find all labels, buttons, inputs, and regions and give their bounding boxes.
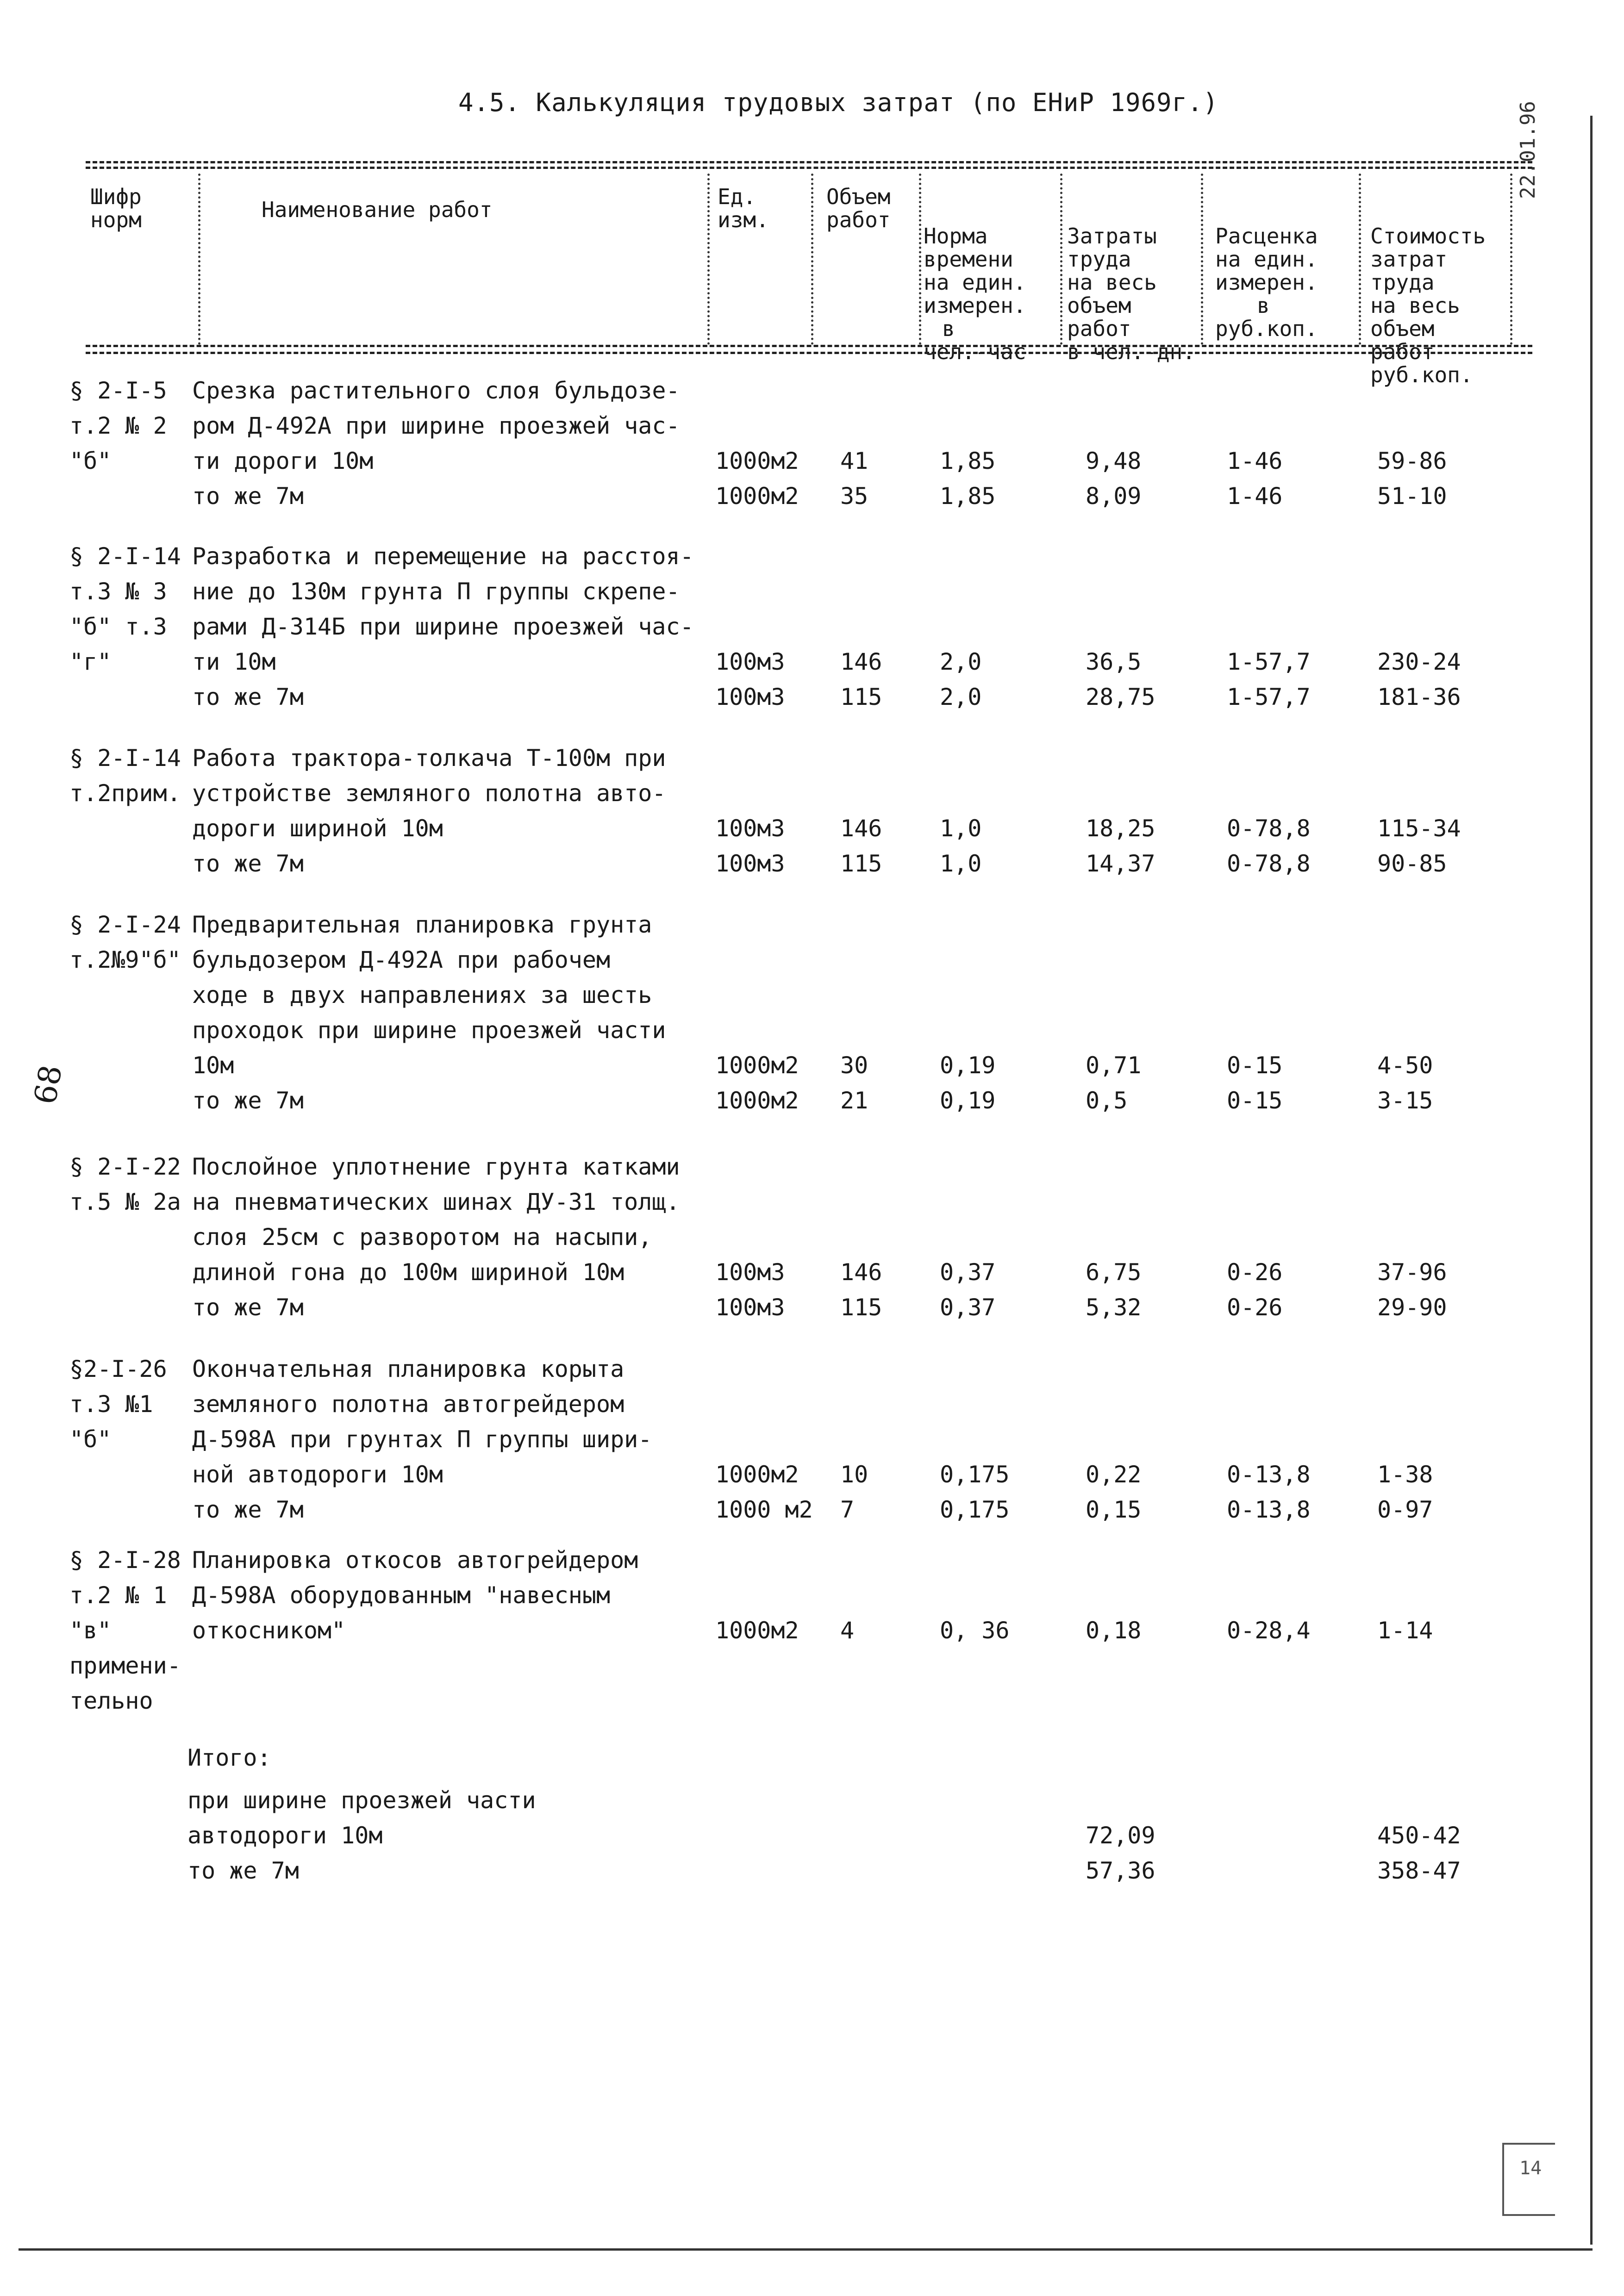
cell-norm: 1,0 xyxy=(940,850,982,877)
norm-code: т.2прим. xyxy=(69,780,181,807)
work-name: бульдозером Д-492А при рабочем xyxy=(192,946,611,973)
totals-label: Итого: xyxy=(187,1744,271,1771)
work-name: Д-598А оборудованным "навесным xyxy=(192,1582,611,1609)
work-name: ром Д-492А при ширине проезжей час- xyxy=(192,412,680,439)
page-title: 4.5. Калькуляция трудовых затрат (по ЕНиР 1969г.) xyxy=(458,88,1219,117)
cell-labor: 28,75 xyxy=(1086,684,1156,710)
header-bottom-rule-2 xyxy=(86,352,1532,354)
work-name: то же 7м xyxy=(192,1496,304,1523)
norm-code: "б" т.3 xyxy=(69,613,167,640)
table-top-rule-2 xyxy=(86,167,1532,169)
cell-volume: 4 xyxy=(840,1617,855,1644)
cell-cost: 37-96 xyxy=(1377,1259,1447,1286)
cell-volume: 115 xyxy=(840,850,882,877)
col-sep xyxy=(198,174,200,345)
norm-code: т.3 № 3 xyxy=(69,578,167,605)
col-sep xyxy=(1201,174,1203,345)
cell-labor: 5,32 xyxy=(1086,1294,1142,1321)
cell-labor: 0,71 xyxy=(1086,1052,1142,1079)
totals-line: автодороги 10м xyxy=(187,1822,383,1849)
work-name: Послойное уплотнение грунта катками xyxy=(192,1153,680,1180)
norm-code: т.3 №1 xyxy=(69,1391,153,1418)
header-volume: Объем работ xyxy=(826,184,891,232)
cell-volume: 146 xyxy=(840,1259,882,1286)
cell-rate: 1-57,7 xyxy=(1227,648,1311,675)
cell-unit: 100м3 xyxy=(715,850,785,877)
totals-labor-10: 72,09 xyxy=(1086,1822,1156,1849)
cell-labor: 8,09 xyxy=(1086,483,1142,510)
cell-rate: 1-46 xyxy=(1227,448,1283,474)
totals-cost-10: 450-42 xyxy=(1377,1822,1461,1849)
cell-unit: 1000м2 xyxy=(715,483,799,510)
col-sep xyxy=(1060,174,1062,345)
cell-norm: 2,0 xyxy=(940,684,982,710)
norm-code: т.2№9"б" xyxy=(69,946,181,973)
cell-rate: 1-46 xyxy=(1227,483,1283,510)
work-name: земляного полотна автогрейдером xyxy=(192,1391,625,1418)
cell-volume: 7 xyxy=(840,1496,855,1523)
work-name: проходок при ширине проезжей части xyxy=(192,1017,666,1044)
col-sep xyxy=(919,174,921,345)
norm-code: § 2-I-14 xyxy=(69,745,181,772)
cell-cost: 1-14 xyxy=(1377,1617,1433,1644)
table-top-rule xyxy=(86,161,1532,163)
norm-code: § 2-I-24 xyxy=(69,911,181,938)
work-name: Предварительная планировка грунта xyxy=(192,911,652,938)
cell-labor: 0,18 xyxy=(1086,1617,1142,1644)
header-unit: Ед. изм. xyxy=(718,184,769,232)
cell-cost: 0-97 xyxy=(1377,1496,1433,1523)
cell-norm: 1,85 xyxy=(940,483,996,510)
norm-code: § 2-I-5 xyxy=(69,377,167,404)
page-mark-box xyxy=(1502,2143,1555,2216)
margin-note: 68 xyxy=(27,1062,69,1107)
work-name: Разработка и перемещение на расстоя- xyxy=(192,543,694,570)
cell-rate: 0-13,8 xyxy=(1227,1461,1311,1488)
cell-cost: 1-38 xyxy=(1377,1461,1433,1488)
totals-labor-7: 57,36 xyxy=(1086,1857,1156,1884)
work-name: Д-598А при грунтах П группы шири- xyxy=(192,1426,652,1453)
col-sep xyxy=(1510,174,1512,345)
totals-line: то же 7м xyxy=(187,1857,299,1884)
norm-code: § 2-I-28 xyxy=(69,1547,181,1574)
cell-labor: 36,5 xyxy=(1086,648,1142,675)
work-name: то же 7м xyxy=(192,1087,304,1114)
cell-cost: 3-15 xyxy=(1377,1087,1433,1114)
cell-rate: 0-78,8 xyxy=(1227,815,1311,842)
cell-norm: 2,0 xyxy=(940,648,982,675)
cell-cost: 51-10 xyxy=(1377,483,1447,510)
header-bottom-rule xyxy=(86,345,1532,347)
cell-labor: 18,25 xyxy=(1086,815,1156,842)
cell-volume: 21 xyxy=(840,1087,868,1114)
cell-cost: 115-34 xyxy=(1377,815,1461,842)
cell-unit: 100м3 xyxy=(715,1294,785,1321)
cell-cost: 230-24 xyxy=(1377,648,1461,675)
cell-rate: 1-57,7 xyxy=(1227,684,1311,710)
cell-norm: 1,85 xyxy=(940,448,996,474)
work-name: рами Д-314Б при ширине проезжей час- xyxy=(192,613,694,640)
cell-volume: 35 xyxy=(840,483,868,510)
norm-code: т.2 № 2 xyxy=(69,412,167,439)
cell-unit: 1000 м2 xyxy=(715,1496,813,1523)
totals-cost-7: 358-47 xyxy=(1377,1857,1461,1884)
cell-labor: 0,5 xyxy=(1086,1087,1128,1114)
work-name: ти дороги 10м xyxy=(192,448,374,474)
cell-labor: 9,48 xyxy=(1086,448,1142,474)
col-sep xyxy=(811,174,813,345)
cell-norm: 0,19 xyxy=(940,1052,996,1079)
cell-rate: 0-13,8 xyxy=(1227,1496,1311,1523)
cell-cost: 181-36 xyxy=(1377,684,1461,710)
cell-unit: 100м3 xyxy=(715,684,785,710)
work-name: Работа трактора-толкача Т-100м при xyxy=(192,745,666,772)
cell-labor: 14,37 xyxy=(1086,850,1156,877)
work-name: устройстве земляного полотна авто- xyxy=(192,780,666,807)
work-name: 10м xyxy=(192,1052,234,1079)
cell-norm: 0, 36 xyxy=(940,1617,1010,1644)
cell-cost: 4-50 xyxy=(1377,1052,1433,1079)
work-name: то же 7м xyxy=(192,1294,304,1321)
cell-unit: 1000м2 xyxy=(715,448,799,474)
totals-line: при ширине проезжей части xyxy=(187,1787,536,1814)
side-stamp: 22.01.96 xyxy=(1516,101,1540,199)
col-sep xyxy=(1359,174,1361,345)
cell-labor: 6,75 xyxy=(1086,1259,1142,1286)
norm-code: "г" xyxy=(69,648,112,675)
cell-volume: 146 xyxy=(840,815,882,842)
cell-volume: 115 xyxy=(840,684,882,710)
work-name: на пневматических шинах ДУ-31 толщ. xyxy=(192,1188,680,1215)
work-name: то же 7м xyxy=(192,684,304,710)
norm-code: §2-I-26 xyxy=(69,1356,167,1382)
work-name: ходе в двух направлениях за шесть xyxy=(192,982,652,1008)
cell-labor: 0,22 xyxy=(1086,1461,1142,1488)
cell-cost: 90-85 xyxy=(1377,850,1447,877)
cell-volume: 146 xyxy=(840,648,882,675)
header-norm: Норма времени на един. измерен. в чел.-час xyxy=(924,224,1026,364)
work-name: Планировка откосов автогрейдером xyxy=(192,1547,638,1574)
cell-rate: 0-26 xyxy=(1227,1259,1283,1286)
norm-code: § 2-I-14 xyxy=(69,543,181,570)
cell-rate: 0-15 xyxy=(1227,1087,1283,1114)
cell-volume: 10 xyxy=(840,1461,868,1488)
cell-rate: 0-26 xyxy=(1227,1294,1283,1321)
cell-norm: 1,0 xyxy=(940,815,982,842)
work-name: дороги шириной 10м xyxy=(192,815,443,842)
page-mark: 14 xyxy=(1519,2158,1542,2179)
cell-norm: 0,175 xyxy=(940,1496,1010,1523)
header-code: Шифр норм xyxy=(90,184,142,232)
work-name: Окончательная планировка корыта xyxy=(192,1356,625,1382)
cell-unit: 100м3 xyxy=(715,815,785,842)
cell-norm: 0,37 xyxy=(940,1294,996,1321)
header-name: Наименование работ xyxy=(262,197,493,222)
work-name: слоя 25см с разворотом на насыпи, xyxy=(192,1224,652,1251)
header-rate: Расценка на един. измерен. в руб.коп. xyxy=(1215,224,1318,341)
norm-code: "б" xyxy=(69,1426,112,1453)
cell-unit: 1000м2 xyxy=(715,1617,799,1644)
cell-labor: 0,15 xyxy=(1086,1496,1142,1523)
cell-rate: 0-15 xyxy=(1227,1052,1283,1079)
right-page-edge xyxy=(1590,116,1593,2245)
cell-rate: 0-28,4 xyxy=(1227,1617,1311,1644)
work-name: откосником" xyxy=(192,1617,346,1644)
cell-norm: 0,37 xyxy=(940,1259,996,1286)
col-sep xyxy=(707,174,710,345)
header-labor: Затраты труда на весь объем работ в чел.-дн. xyxy=(1067,224,1195,364)
cell-rate: 0-78,8 xyxy=(1227,850,1311,877)
norm-code: "б" xyxy=(69,448,112,474)
work-name: то же 7м xyxy=(192,850,304,877)
cell-norm: 0,19 xyxy=(940,1087,996,1114)
work-name: то же 7м xyxy=(192,483,304,510)
cell-volume: 41 xyxy=(840,448,868,474)
cell-cost: 29-90 xyxy=(1377,1294,1447,1321)
norm-code: т.5 № 2а xyxy=(69,1188,181,1215)
norm-code: тельно xyxy=(69,1687,153,1714)
cell-norm: 0,175 xyxy=(940,1461,1010,1488)
header-cost: Стоимость затрат труда на весь объем работ руб.коп. xyxy=(1370,224,1486,387)
cell-unit: 1000м2 xyxy=(715,1087,799,1114)
cell-unit: 1000м2 xyxy=(715,1052,799,1079)
work-name: ние до 130м грунта П группы скрепе- xyxy=(192,578,680,605)
norm-code: § 2-I-22 xyxy=(69,1153,181,1180)
work-name: Срезка растительного слоя бульдозе- xyxy=(192,377,680,404)
norm-code: примени- xyxy=(69,1652,181,1679)
bottom-page-edge xyxy=(19,2248,1593,2251)
cell-volume: 115 xyxy=(840,1294,882,1321)
work-name: ной автодороги 10м xyxy=(192,1461,443,1488)
cell-cost: 59-86 xyxy=(1377,448,1447,474)
norm-code: т.2 № 1 xyxy=(69,1582,167,1609)
cell-unit: 100м3 xyxy=(715,648,785,675)
cell-unit: 100м3 xyxy=(715,1259,785,1286)
work-name: длиной гона до 100м шириной 10м xyxy=(192,1259,625,1286)
norm-code: "в" xyxy=(69,1617,112,1644)
cell-volume: 30 xyxy=(840,1052,868,1079)
cell-unit: 1000м2 xyxy=(715,1461,799,1488)
work-name: ти 10м xyxy=(192,648,276,675)
